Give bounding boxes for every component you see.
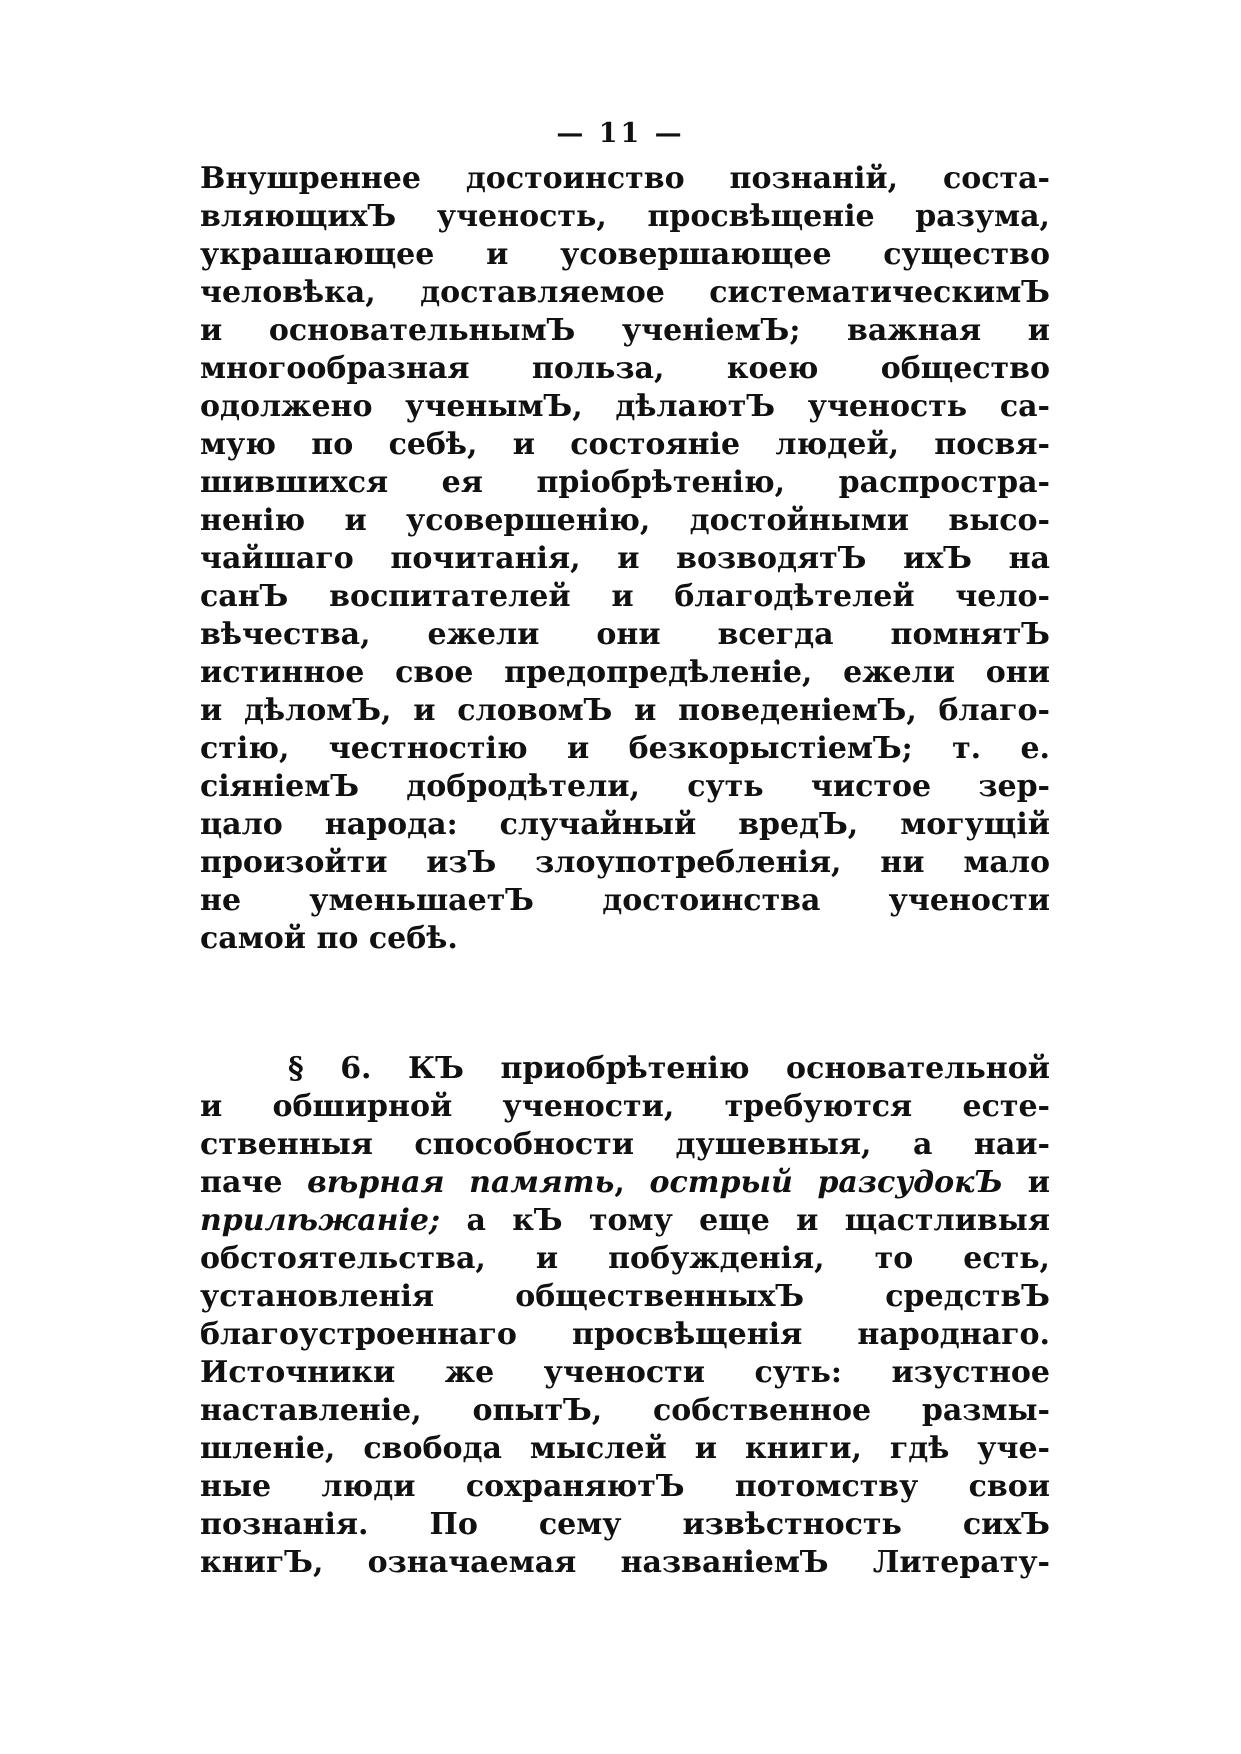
text-line: вляющихЪ ученость, просвѣщеніе разума,	[200, 199, 1050, 234]
text-line: познанія. По сему извѣстность сихЪ	[200, 1507, 1050, 1542]
text-line: вѣчества, ежели они всегда помнятЪ	[200, 617, 1050, 652]
text-line: истинное свое предопредѣленіе, ежели они	[200, 655, 1050, 690]
text-line: ственныя способности душевныя, а наи-	[200, 1127, 1050, 1162]
italic-term: прилѣжаніе;	[200, 1203, 441, 1238]
text-span: ,	[614, 1165, 650, 1200]
text-line: и основательнымЪ ученіемЪ; важная и	[200, 313, 1050, 348]
text-line: стію, честностію и безкорыстіемЪ; т. е.	[200, 731, 1050, 766]
text-span: и	[1003, 1165, 1051, 1200]
text-line: цало народа: случайный вредЪ, могущій	[200, 807, 1050, 842]
text-span: а кЪ тому еще и щастливыя	[440, 1203, 1050, 1238]
text-line: установленія общественныхЪ средствЪ	[200, 1279, 1050, 1314]
text-line: книгЪ, означаемая названіемЪ Литерату-	[200, 1545, 1050, 1580]
text-line: мую по себѣ, и состояніе людей, посвя-	[200, 427, 1050, 462]
text-span: паче	[200, 1165, 308, 1200]
page-number: — 11 —	[556, 118, 685, 149]
section-heading-line: § 6. КЪ приобрѣтенію основательной	[288, 1051, 1050, 1086]
text-line	[200, 1202, 1050, 1240]
text-line	[200, 1164, 1050, 1202]
text-line: не уменьшаетЪ достоинства учености	[200, 883, 1050, 918]
text-line: и дѣломЪ, и словомЪ и поведеніемЪ, благо-	[200, 693, 1050, 728]
italic-term: острый разсудокЪ	[649, 1165, 1004, 1200]
text-line: многообразная польза, коею общество	[200, 351, 1050, 386]
text-line: ненію и усовершенію, достойными высо-	[200, 503, 1050, 538]
text-line: одолжено ученымЪ, дѣлаютЪ ученость са-	[200, 389, 1050, 424]
text-line: украшающее и усовершающее существо	[200, 237, 1050, 272]
text-line: санЪ воспитателей и благодѣтелей чело-	[200, 579, 1050, 614]
text-line: шленіе, свобода мыслей и книги, гдѣ уче-	[200, 1431, 1050, 1466]
text-line: благоустроеннаго просвѣщенія народнаго.	[200, 1317, 1050, 1352]
text-line: чайшаго почитанія, и возводятЪ ихЪ на	[200, 541, 1050, 576]
text-line: Источники же учености суть: изустное	[200, 1355, 1050, 1390]
text-line: самой по себѣ.	[200, 921, 458, 956]
text-line: и обширной учености, требуются есте-	[200, 1089, 1050, 1124]
text-line: ные люди сохраняютЪ потомству свои	[200, 1469, 1050, 1504]
text-line: человѣка, доставляемое систематическимЪ	[200, 275, 1050, 310]
italic-term: вѣрная память	[307, 1165, 615, 1200]
text-line: произойти изЪ злоупотребленія, ни мало	[200, 845, 1050, 880]
text-line: сіяніемЪ добродѣтели, суть чистое зер-	[200, 769, 1050, 804]
text-line: обстоятельства, и побужденія, то есть,	[200, 1241, 1050, 1276]
text-line: Внушреннее достоинство познаній, соста-	[200, 161, 1050, 196]
text-line: шившихся ея пріобрѣтенію, распростра-	[200, 465, 1050, 500]
text-line: наставленіе, опытЪ, собственное размы-	[200, 1393, 1050, 1428]
